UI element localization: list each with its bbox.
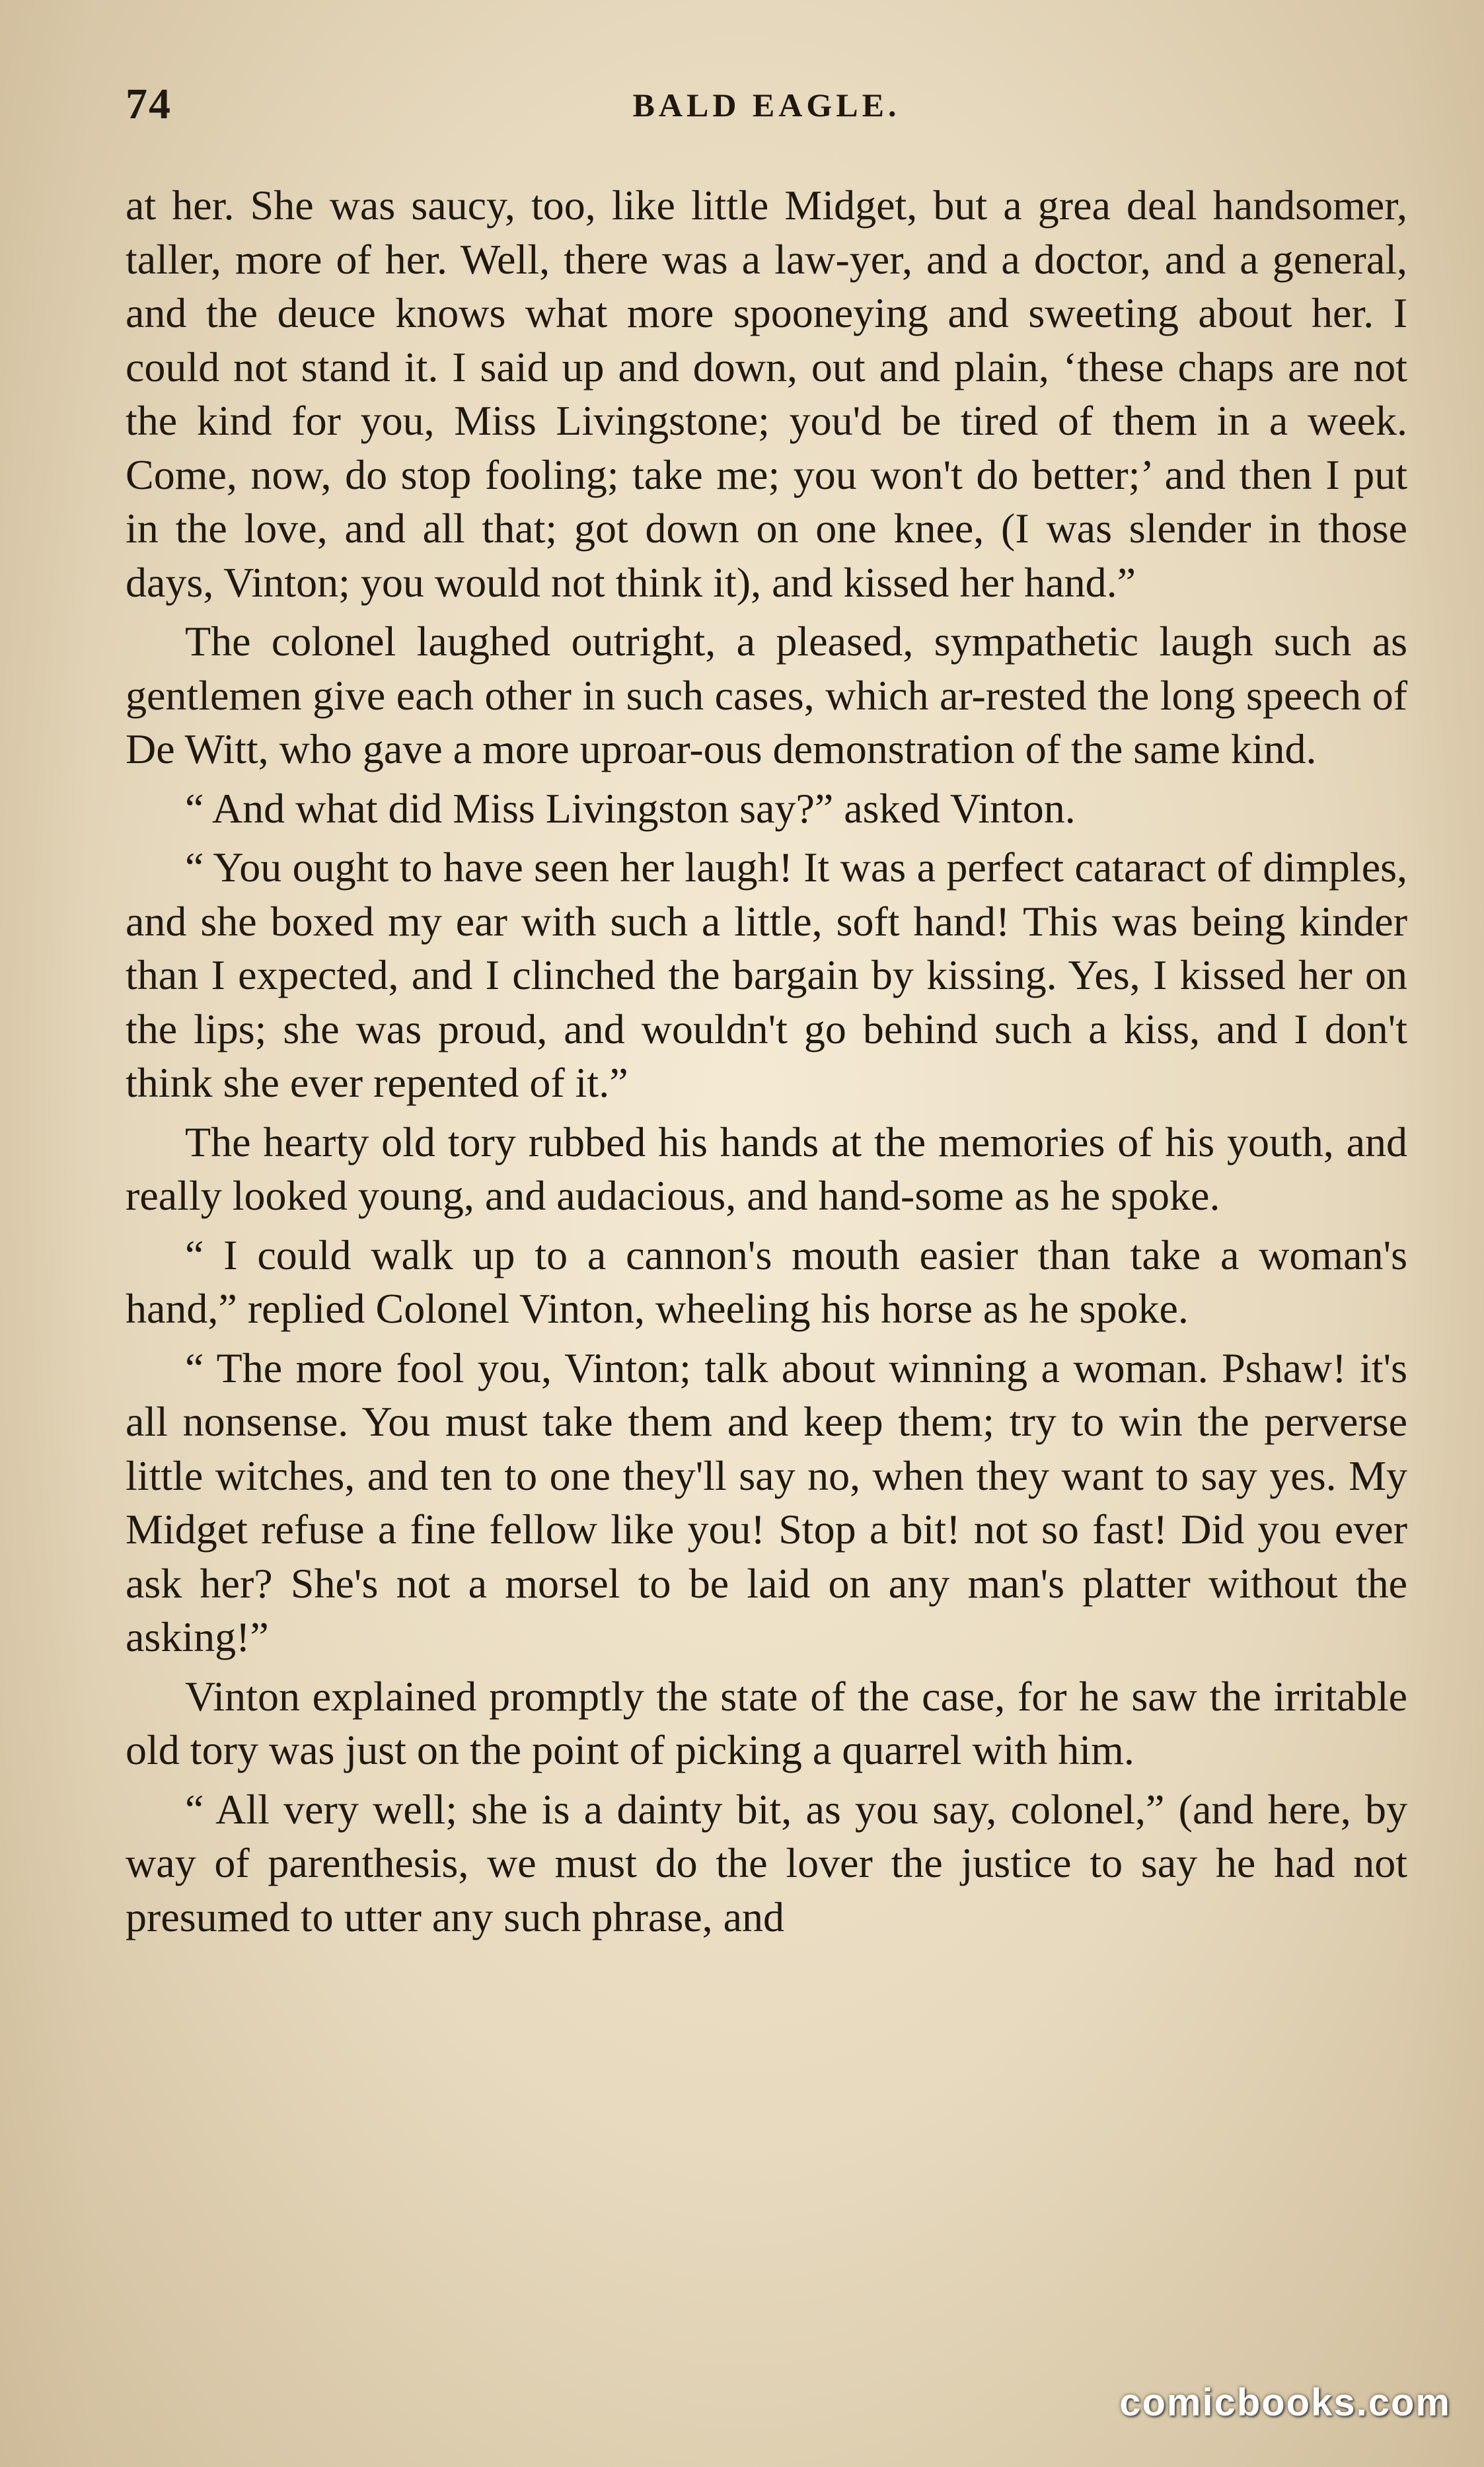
paragraph: “ You ought to have seen her laugh! It was a perfect cataract of dimples, and she boxed my ear with such a little, soft hand! This was being kinder than I expected, and I clinched the bargain by kissing. Yes, I kissed her on the lips; she was proud, and wouldn't go behind such a kiss, and I don't think she ever repented of it.” bbox=[126, 844, 1407, 1106]
paragraph: Vinton explained promptly the state of the case, for he saw the irritable old tory was just on the point of picking a quarrel with him. bbox=[126, 1672, 1407, 1773]
page-number: 74 bbox=[126, 80, 172, 128]
running-title: BALD EAGLE. bbox=[632, 87, 901, 124]
paragraph: “ And what did Miss Livingston say?” asked Vinton. bbox=[185, 784, 1076, 832]
paragraph: “ I could walk up to a cannon's mouth easier than take a woman's hand,” replied Colonel Vinton, wheeling his horse as he spoke. bbox=[126, 1231, 1407, 1332]
paragraph: The colonel laughed outright, a pleased, sympathetic laugh such as gentlemen give each other in such cases, which ar-rested the long speech of De Witt, who gave a more uproar-ous demonstration of the same kind. bbox=[126, 618, 1407, 772]
watermark: comicbooks.com bbox=[1119, 2381, 1451, 2424]
paragraph: “ The more fool you, Vinton; talk about winning a woman. Pshaw! it's all nonsense. You must take them and keep them; try to win the perverse little witches, and ten to one they'll say no, when they want to say yes. My Midget refuse a fine fellow like you! Stop a bit! not so fast! Did you ever ask her? She's not a morsel to be laid on any man's platter without the asking!” bbox=[126, 1344, 1407, 1660]
running-head bbox=[126, 79, 1407, 139]
paragraph: at her. She was saucy, too, like little Midget, but a grea deal handsomer, taller, more of her. Well, there was a law-yer, and a doctor, and a general, and the deuce knows what more spooneying and sweeting about her. I could not stand it. I said up and down, out and plain, ‘these chaps are not the kind for you, Miss Livingstone; you'd be tired of them in a week. Come, now, do stop fooling; take me; you won't do better;’ and then I put in the love, and all that; got down on one knee, (I was slender in those days, Vinton; you would not think it), and kissed her hand.” bbox=[126, 182, 1407, 606]
paragraph: “ All very well; she is a dainty bit, as you say, colonel,” (and here, by way of parenthesis, we must do the lover the justice to say he had not presumed to utter any such phrase, and bbox=[126, 1785, 1407, 1940]
body-text bbox=[126, 178, 1407, 1949]
paragraph: The hearty old tory rubbed his hands at the memories of his youth, and really looked young, and audacious, and hand-some as he spoke. bbox=[126, 1118, 1407, 1219]
